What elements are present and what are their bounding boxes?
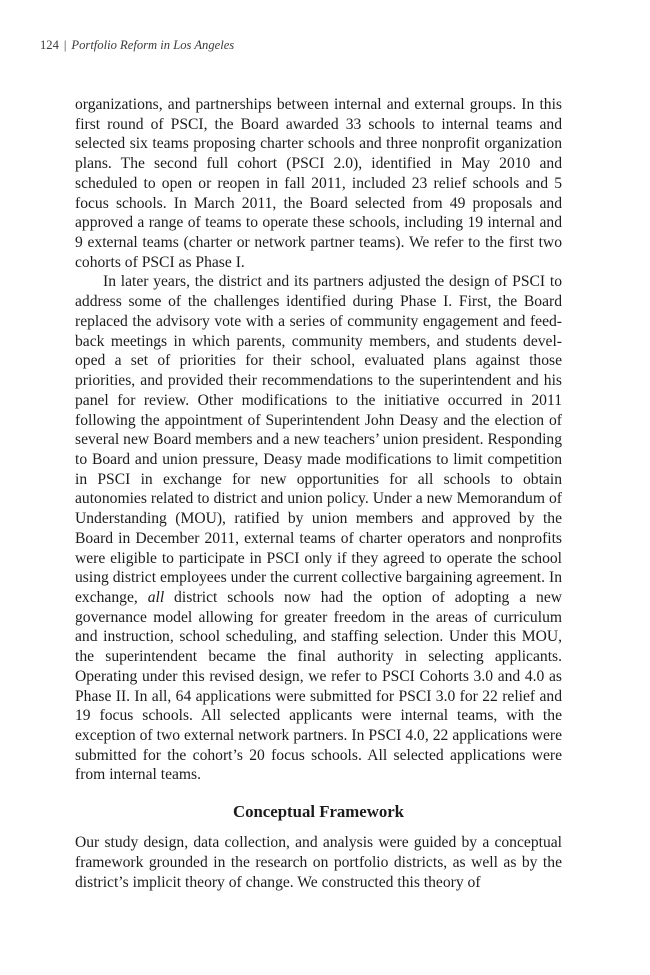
paragraph-continuation: organizations, and partnerships between internal and external groups. In this first round of PSCI, the Board awarded 33 schools to internal teams and selected six teams proposing charter schools and three nonprofit organization plans. The second full cohort (PSCI 2.0), identified in May 2010 and scheduled to open or reopen in fall 2011, included 23 relief schools and 5 focus schools. In March 2011, the Board selected from 49 proposals and approved a range of teams to operate these schools, including 19 internal and 9 external teams (charter or network partner teams). We refer to the first two cohorts of PSCI as Phase I. [75,96,562,271]
running-header [40,38,234,53]
paragraph-conceptual-framework: Our study design, data collection, and analysis were guided by a conceptual framework grounded in the research on portfolio districts, as well as by the district’s implicit theory of change. We constructed this theory of [75,834,562,891]
book-title: Portfolio Reform in Los Angeles [71,38,235,52]
emphasis-all: all [147,588,165,606]
section-heading: Conceptual Framework [232,802,405,821]
section-body [75,833,562,893]
paragraph-phase-two-text-a: In later years, the district and its partners adjusted the design of PSCI to address some of the challenges identified during Phase I. First, the Board replaced the advisory vote with a series of community engagement and feedback meetings in which parents, community members, and students developed a set of priorities for their school, evaluated plans against those priorities, and provided their recommendations to the superintendent and his panel for review. Other modifications to the initiative occurred in 2011 following the appointment of Superintendent John Deasy and the election of several new Board members and a new teachers’ union president. Responding to Board and union pressure, Deasy made modifications to limit competition in PSCI in exchange for new opportunities for all schools to obtain autonomies related to district and union policy. Under a new Memorandum of Understanding (MOU), ratified by union members and approved by the Board in December 2011, external teams of charter operators and nonprofits were eligible to participate in PSCI only if they agreed to operate the school using district employees under the current collective bargaining agreement. In exchange, [75,273,562,606]
header-separator: | [63,38,67,52]
paragraph-phase-two [75,272,562,785]
page-number: 124 [40,38,59,52]
body-text [75,95,562,785]
paragraph-phase-two-text-b: district schools now had the option of adopting a new governance model allowing for greater freedom in the areas of curriculum and instruction, school scheduling, and staffing selection. Under this MOU, the superintendent became the final authority in selecting applicants. Operating under this revised design, we refer to PSCI Cohorts 3.0 and 4.0 as Phase II. In all, 64 applications were submitted for PSCI 3.0 for 22 relief and 19 focus schools. All selected applicants were internal teams, with the exception of two external network partners. In PSCI 4.0, 22 applications were submitted for the cohort’s 20 focus schools. All selected applications were from internal teams. [75,588,563,784]
